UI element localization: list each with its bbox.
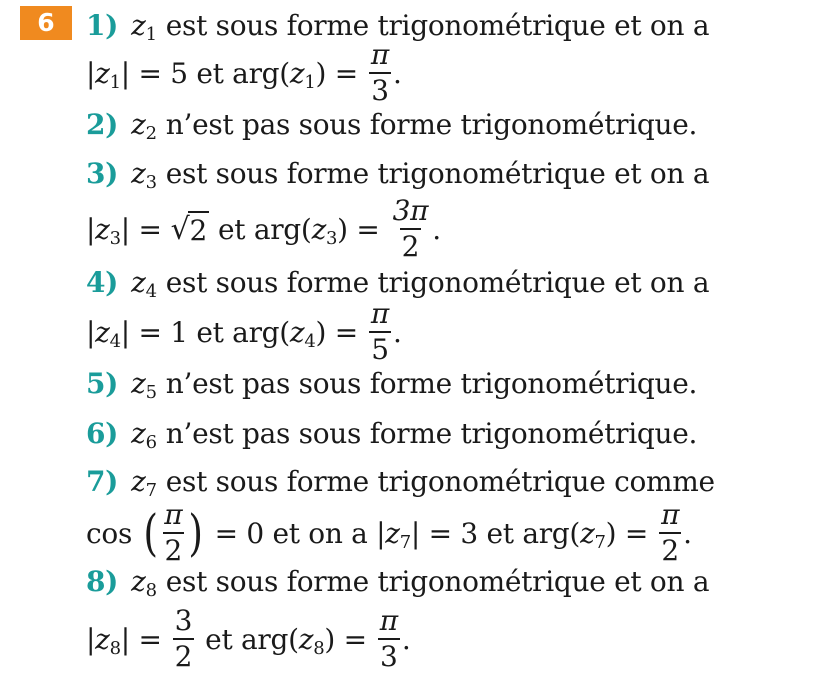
- item-2-line: [86, 99, 697, 149]
- item-6-line: [86, 408, 697, 458]
- item-number: 5): [86, 366, 119, 400]
- statement-text: est sous forme trigonométrique et on a: [165, 8, 710, 42]
- fraction: $\frac{\pi}{3}$: [370, 38, 390, 107]
- variable: $z_2$: [131, 107, 157, 144]
- fraction: $\frac{3}{2}$: [174, 604, 193, 673]
- square-root: √ 2: [170, 212, 207, 247]
- item-3-line-2: | $z_3$ | = √ 2 et arg( $z_3$ ) = $\frac{3\pi}{2}$ .: [86, 194, 441, 263]
- item-4-line-2: | $z_4$ | = 1 et arg( $z_4$ ) = $\frac{\pi}{5}$ .: [86, 297, 402, 366]
- item-number: 8): [86, 564, 119, 598]
- item-8-line-1: [86, 556, 709, 606]
- statement-text: est sous forme trigonométrique comme: [165, 464, 715, 498]
- variable: $z_7$: [131, 464, 157, 501]
- statement-text: n’est pas sous forme trigonométrique.: [165, 107, 698, 141]
- item-7-line-2: cos ( $\frac{\pi}{2}$ ) = 0 et on a | $z_7$ | = 3 et arg( $z_7$ ) = $\frac{\pi}{2}$ .: [86, 498, 692, 567]
- item-number: 4): [86, 265, 119, 299]
- variable: $z_4$: [131, 265, 157, 302]
- fraction: $\frac{\pi}{3}$: [379, 604, 398, 673]
- item-number: 6): [86, 416, 119, 450]
- statement-text: est sous forme trigonométrique et on a: [165, 265, 710, 299]
- fraction: $\frac{\pi}{5}$: [370, 297, 390, 366]
- fraction: $\frac{3\pi}{2}$: [392, 194, 429, 263]
- statement-text: est sous forme trigonométrique et on a: [165, 564, 710, 598]
- statement-text: est sous forme trigonométrique et on a: [165, 156, 710, 190]
- item-4-line-1: [86, 257, 709, 307]
- fraction: $\frac{\pi}{2}$: [164, 498, 183, 567]
- variable: $z_1$: [131, 8, 157, 45]
- statement-text: n’est pas sous forme trigonométrique.: [165, 366, 698, 400]
- exercise-number-badge: 6: [20, 6, 72, 40]
- variable: $z_6$: [131, 416, 157, 453]
- variable: $z_5$: [131, 366, 157, 403]
- item-8-line-2: | $z_8$ | = $\frac{3}{2}$ et arg( $z_8$ ) = $\frac{\pi}{3}$ .: [86, 604, 411, 673]
- item-1-line-1: [86, 0, 709, 50]
- item-number: 3): [86, 156, 119, 190]
- item-number: 7): [86, 464, 119, 498]
- variable: $z_8$: [131, 564, 157, 601]
- item-1-line-2: | $z_1$ | = 5 et arg( $z_1$ ) = $\frac{\pi}{3}$ .: [86, 38, 402, 107]
- item-number: 2): [86, 107, 119, 141]
- variable: $z_3$: [131, 156, 157, 193]
- statement-text: n’est pas sous forme trigonométrique.: [165, 416, 698, 450]
- fraction: $\frac{\pi}{2}$: [661, 498, 680, 567]
- item-3-line-1: [86, 148, 709, 198]
- item-number: 1): [86, 8, 119, 42]
- item-5-line: [86, 358, 697, 408]
